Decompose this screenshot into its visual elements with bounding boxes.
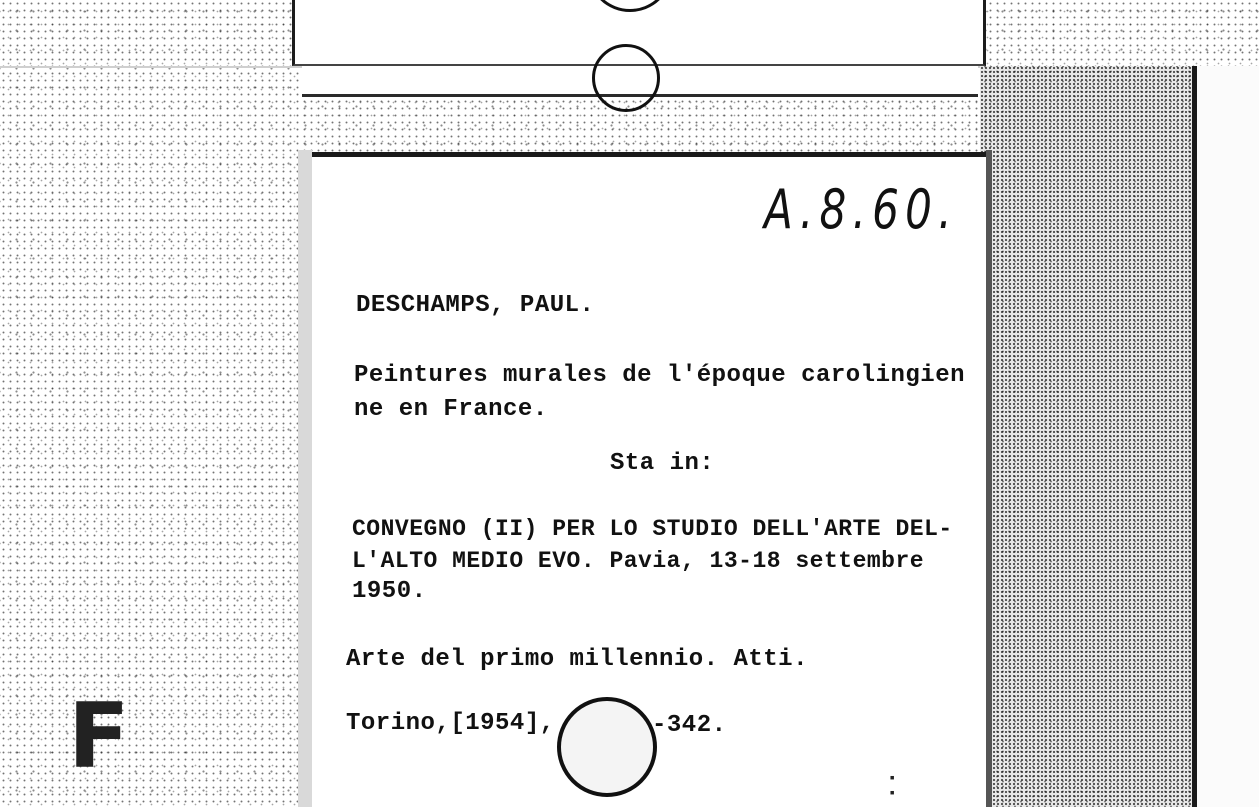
shadow-band [980,66,1196,807]
call-number: A.8.60. [764,178,958,241]
imprint: Torino,[1954], [346,710,555,737]
card-right-shadow [986,150,992,807]
edge-mark: ▪ ▪ [888,771,897,803]
title-line-2: ne en France. [354,396,548,423]
punch-hole-top [587,0,673,12]
card-left-shadow [298,150,312,807]
sta-in-label: Sta in: [610,450,715,477]
imprint-pages: -342. [652,712,727,739]
conference-line-3: 1950. [352,578,427,605]
conference-line-2: L'ALTO MEDIO EVO. Pavia, 13-18 settembre [352,548,925,574]
punch-hole [557,697,657,797]
proceedings: Arte del primo millennio. Atti. [346,646,808,673]
conference-line-1: CONVEGNO (II) PER LO STUDIO DELL'ARTE DEL- [352,516,953,542]
right-margin [1197,66,1259,807]
margin-letter: F [68,684,130,789]
previous-card-bottom [302,66,978,97]
title-line-1: Peintures murales de l'époque carolingien [354,362,965,389]
punch-hole-lower [592,44,660,112]
author: DESCHAMPS, PAUL. [356,292,595,319]
